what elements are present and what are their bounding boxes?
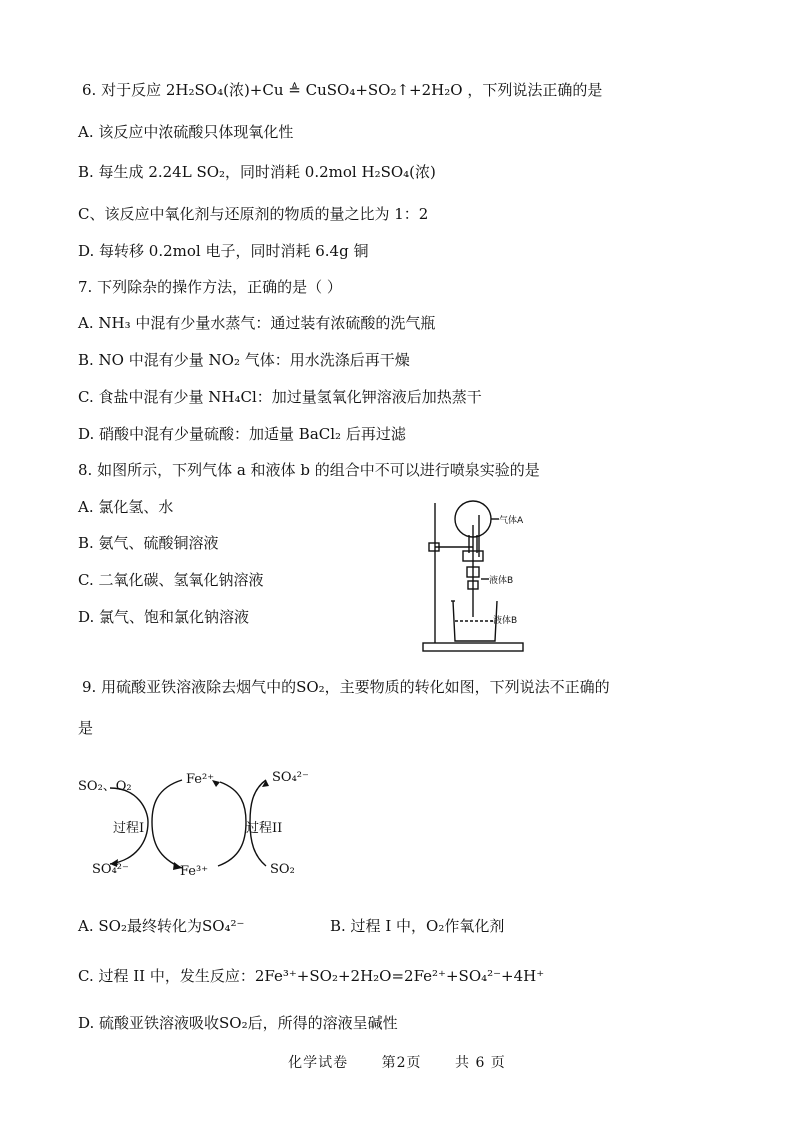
q6-equation: 2H₂SO₄(浓)+Cu ≜ CuSO₄+SO₂↑+2H₂O — [165, 81, 463, 99]
q6-option-b: B. 每生成 2.24L SO₂，同时消耗 0.2mol H₂SO₄(浓) — [78, 163, 436, 181]
q8-option-b: B. 氨气、硫酸铜溶液 — [78, 534, 219, 552]
stand-base — [423, 643, 523, 651]
q9-option-d: D. 硫酸亚铁溶液吸收SO₂后，所得的溶液呈碱性 — [78, 1014, 398, 1032]
q6-option-a: A. 该反应中浓硫酸只体现氧化性 — [78, 123, 294, 141]
q8-option-a: A. 氯化氢、水 — [78, 498, 174, 516]
q6-stem — [82, 80, 602, 100]
label-process-2: 过程II — [246, 821, 283, 836]
label-so2-right: SO₂ — [270, 862, 295, 877]
q9-option-b: B. 过程 I 中，O₂作氧化剂 — [330, 917, 505, 935]
q7-option-c: C. 食盐中混有少量 NH₄Cl：加过量氢氧化钾溶液后加热蒸干 — [78, 388, 482, 406]
q7-option-a: A. NH₃ 中混有少量水蒸气：通过装有浓硫酸的洗气瓶 — [78, 314, 436, 332]
label-so4-right: SO₄²⁻ — [272, 770, 309, 785]
page-footer — [0, 1052, 794, 1072]
arc-right-outer — [218, 782, 246, 866]
q9-option-c: C. 过程 II 中，发生反应：2Fe³⁺+SO₂+2H₂O=2Fe²⁺+SO₄²⁻+4H⁺ — [78, 967, 545, 985]
q7-option-b: B. NO 中混有少量 NO₂ 气体：用水洗涤后再干燥 — [78, 351, 410, 369]
fountain-apparatus-figure — [415, 495, 545, 660]
label-gas: 气体A — [499, 516, 524, 526]
label-fe2: Fe²⁺ — [186, 772, 215, 787]
arc-left-inner — [152, 780, 182, 868]
q8-stem: 8. 如图所示，下列气体 a 和液体 b 的组合中不可以进行喷泉实验的是 — [78, 461, 540, 479]
q9-stem-line2: 是 — [78, 719, 94, 737]
label-so4-left: SO₄²⁻ — [92, 862, 129, 877]
q8-option-c: C. 二氧化碳、氢氧化钠溶液 — [78, 571, 264, 589]
q7-stem: 7. 下列除杂的操作方法，正确的是（ ） — [78, 278, 342, 296]
q6-stem-prefix: 6. 对于反应 — [82, 81, 162, 99]
q6-stem-suffix: ，下列说法正确的是 — [467, 81, 603, 99]
footer-page: 第2页 — [381, 1055, 422, 1071]
q7-option-d: D. 硝酸中混有少量硫酸：加适量 BaCl₂ 后再过滤 — [78, 425, 406, 443]
q6-option-d: D. 每转移 0.2mol 电子，同时消耗 6.4g 铜 — [78, 242, 369, 260]
label-liquid-beaker: 液体B — [493, 616, 518, 626]
q9-stem-line1: 9. 用硫酸亚铁溶液除去烟气中的SO₂，主要物质的转化如图，下列说法不正确的 — [82, 678, 610, 696]
label-fe3: Fe³⁺ — [180, 864, 209, 879]
q6-option-c: C、该反应中氧化剂与还原剂的物质的量之比为 1：2 — [78, 205, 429, 223]
footer-subject: 化学试卷 — [288, 1055, 349, 1071]
q8-option-d: D. 氯气、饱和氯化钠溶液 — [78, 608, 250, 626]
label-process-1: 过程I — [113, 821, 145, 836]
footer-total: 共 6 页 — [455, 1055, 506, 1071]
q9-option-a: A. SO₂最终转化为SO₄²⁻ — [78, 917, 245, 935]
arrow-to-so4-right — [262, 780, 269, 787]
label-so2-o2: SO₂、O₂ — [78, 779, 132, 794]
label-liquid-mid: 液体B — [489, 576, 514, 586]
